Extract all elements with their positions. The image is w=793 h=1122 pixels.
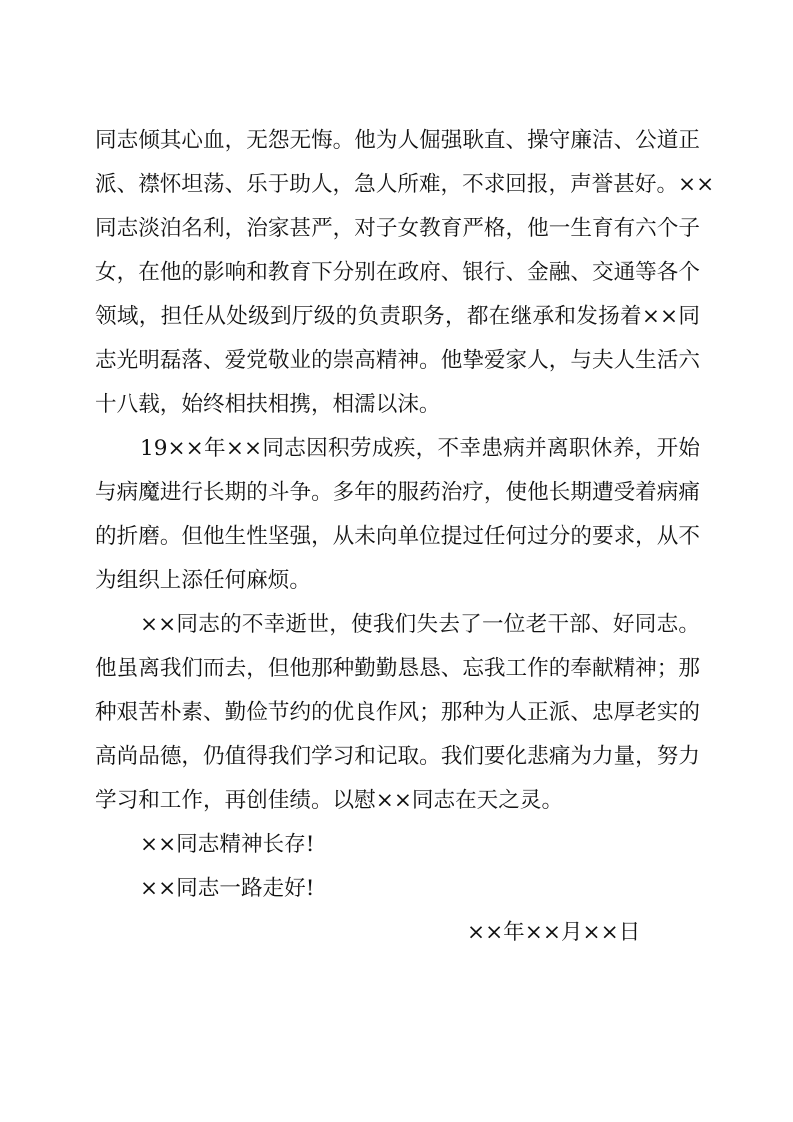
text-line: 种艰苦朴素、勤俭节约的优良作风；那种为人正派、忠厚老实的: [95, 700, 700, 725]
date-line: ××年××月××日: [467, 920, 641, 945]
text-line: 领域，担任从处级到厅级的负责职务，都在继承和发扬着××同: [95, 304, 700, 329]
text-line: 同志淡泊名利，治家甚严，对子女教育严格，他一生育有六个子: [95, 216, 700, 241]
text-line: 学习和工作，再创佳绩。以慰××同志在天之灵。: [95, 788, 564, 813]
text-line: 的折磨。但他生性坚强，从未向单位提过任何过分的要求，从不: [95, 524, 700, 549]
document-page: [95, 119, 715, 955]
paragraph: [95, 427, 700, 603]
paragraph: [95, 119, 715, 427]
text-line: 高尚品德，仍值得我们学习和记取。我们要化悲痛为力量，努力: [95, 744, 700, 769]
text-line: 为组织上添任何麻烦。: [95, 568, 311, 593]
paragraph: [95, 603, 700, 823]
text-line: 同志倾其心血，无怨无悔。他为人倔强耿直、操守廉洁、公道正: [95, 128, 700, 153]
text-line: 女，在他的影响和教育下分别在政府、银行、金融、交通等各个: [95, 260, 700, 285]
text-line: 派、襟怀坦荡、乐于助人，急人所难，不求回报，声誉甚好。××: [95, 172, 715, 197]
closing-line-1: ××同志精神长存!: [140, 832, 315, 857]
document-body: [95, 119, 715, 823]
text-line: 19××年××同志因积劳成疾，不幸患病并离职休养，开始: [140, 436, 700, 461]
text-line: ××同志的不幸逝世，使我们失去了一位老干部、好同志。: [140, 612, 700, 637]
text-line: 志光明磊落、爱党敬业的崇高精神。他挚爱家人，与夫人生活六: [95, 348, 700, 373]
text-line: 十八载，始终相扶相携，相濡以沫。: [95, 392, 441, 417]
text-line: 他虽离我们而去，但他那种勤勤恳恳、忘我工作的奉献精神；那: [95, 656, 700, 681]
text-line: 与病魔进行长期的斗争。多年的服药治疗，使他长期遭受着病痛: [95, 480, 700, 505]
closing-line-2: ××同志一路走好!: [140, 876, 315, 901]
